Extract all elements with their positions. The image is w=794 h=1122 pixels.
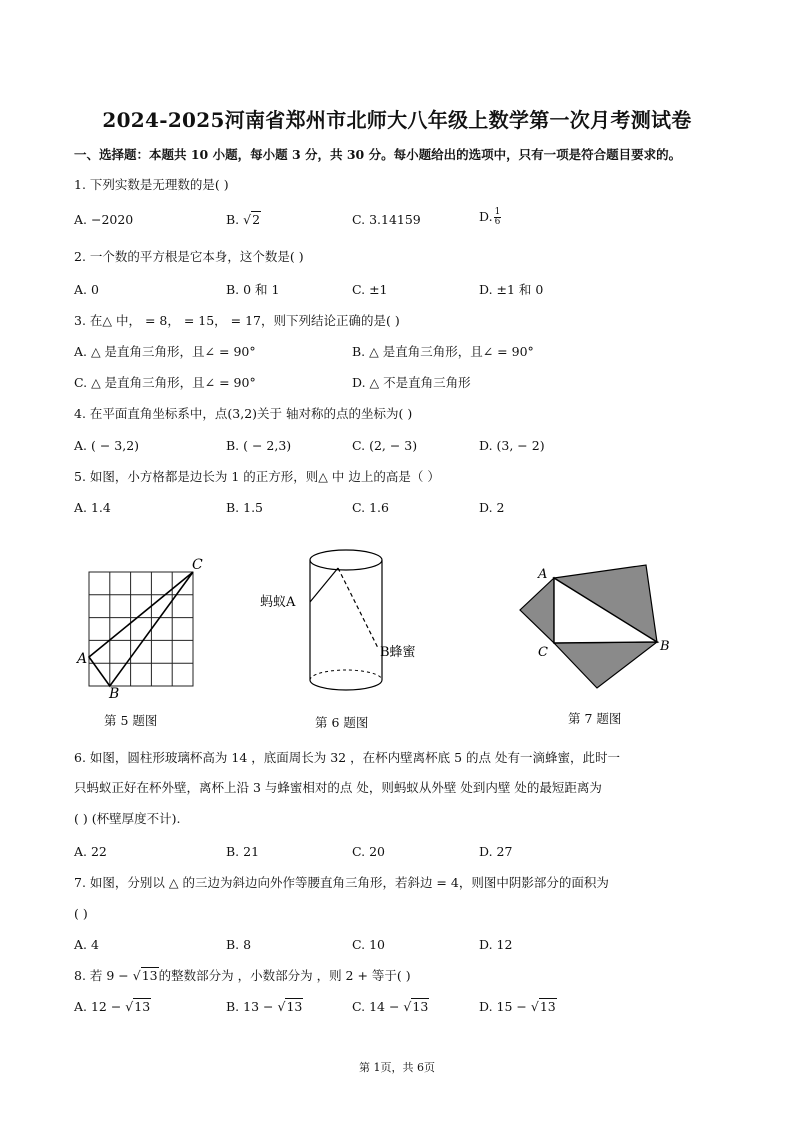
question-3-stem: 3. 在△ 中， = 8， = 15， = 17，则下列结论正确的是( ) (74, 313, 400, 328)
page-title: 2024-2025河南省郑州市北师大八年级上数学第一次月考测试卷 (102, 108, 692, 132)
vertex-label-c: C (192, 557, 203, 573)
q8-option-c: C. 14 − √13 (352, 999, 429, 1014)
page-footer: 第 1页，共 6页 (359, 1061, 435, 1074)
q7-option-a: A. 4 (74, 937, 99, 952)
ant-label: 蚂蚁A (260, 595, 296, 610)
shaded-triangle-ac (520, 578, 554, 643)
q7-option-d: D. 12 (479, 937, 513, 952)
q2-option-d: D. ±1 和 0 (479, 282, 544, 297)
honey-label: B蜂蜜 (380, 645, 416, 660)
q4-option-d: D. (3, − 2) (479, 438, 545, 453)
q6-option-c: C. 20 (352, 844, 385, 859)
grid-lines (89, 572, 193, 686)
q3-option-d: D. △ 不是直角三角形 (352, 375, 471, 390)
ant-path-inner (338, 568, 378, 648)
q8-option-a: A. 12 − √13 (74, 999, 151, 1014)
ant-path-outer (310, 568, 338, 602)
figure-5-grid-triangle (72, 555, 212, 700)
figure-6-caption: 第 6 题图 (315, 715, 369, 730)
q2-option-a: A. 0 (74, 282, 99, 297)
figure-7-shaded-triangles (510, 560, 680, 695)
q5-option-a: A. 1.4 (74, 500, 111, 515)
figure-5-caption: 第 5 题图 (104, 713, 158, 728)
q4-option-b: B. ( − 2,3) (226, 438, 292, 453)
q1-option-d: D. $\frac{1}{6}$ (479, 207, 501, 227)
q5-option-d: D. 2 (479, 500, 505, 515)
question-7-line1: 7. 如图，分别以 △ 的三边为斜边向外作等腰直角三角形，若斜边 = 4，则图中阴影部分的面积为 (74, 875, 609, 890)
q3-option-a: A. △ 是直角三角形，且∠ = 90° (74, 344, 256, 359)
vertex-label-b: B (109, 686, 120, 700)
q7-option-b: B. 8 (226, 937, 252, 952)
q5-option-b: B. 1.5 (226, 500, 264, 515)
q6-option-b: B. 21 (226, 844, 260, 859)
triangle-abc (89, 572, 193, 686)
figure-7-caption: 第 7 题图 (568, 711, 622, 726)
question-6-line1: 6. 如图，圆柱形玻璃杯高为 14 ，底面周长为 32 ，在杯内壁离杯底 5 的点 处有一滴蜂蜜，此时一 (74, 750, 620, 765)
q6-option-a: A. 22 (74, 844, 107, 859)
vertex-label-b: B (660, 639, 670, 654)
question-6-line3: ( ) (杯壁厚度不计). (74, 811, 181, 826)
question-2-stem: 2. 一个数的平方根是它本身，这个数是( ) (74, 249, 304, 264)
vertex-label-a: A (538, 567, 548, 582)
q7-option-c: C. 10 (352, 937, 385, 952)
q8-option-b: B. 13 − √13 (226, 999, 303, 1014)
q3-option-c: C. △ 是直角三角形，且∠ = 90° (74, 375, 256, 390)
q2-option-b: B. 0 和 1 (226, 282, 280, 297)
q1-option-c: C. 3.14159 (352, 212, 421, 227)
q4-option-c: C. (2, − 3) (352, 438, 418, 453)
question-7-line2: ( ) (74, 906, 88, 921)
question-4-stem: 4. 在平面直角坐标系中，点(3,2)关于 轴对称的点的坐标为( ) (74, 406, 413, 421)
shaded-triangle-bc (554, 642, 657, 688)
figure-6-cylinder (256, 540, 426, 700)
question-6-line2: 只蚂蚁正好在杯外壁，离杯上沿 3 与蜂蜜相对的点 处，则蚂蚁从外壁 处到内壁 处的最短距离为 (74, 780, 602, 795)
q6-option-d: D. 27 (479, 844, 513, 859)
vertex-label-c: C (538, 645, 548, 660)
q1-option-b: B. √2 (226, 212, 261, 227)
fraction: $\frac{1}{6}$ (494, 207, 501, 227)
q4-option-a: A. ( − 3,2) (74, 438, 140, 453)
vertex-label-a: A (77, 651, 88, 667)
q3-option-b: B. △ 是直角三角形，且∠ = 90° (352, 344, 534, 359)
section-heading: 一、选择题：本题共 10 小题，每小题 3 分，共 30 分。每小题给出的选项中，只有一项是符合题目要求的。 (74, 147, 682, 162)
q2-option-c: C. ±1 (352, 282, 388, 297)
q5-option-c: C. 1.6 (352, 500, 389, 515)
question-1-stem: 1. 下列实数是无理数的是( ) (74, 177, 229, 192)
q8-option-d: D. 15 − √13 (479, 999, 556, 1014)
question-8-stem: 8. 若 9 − √13的整数部分为 ，小数部分为 ，则 2 + 等于( ) (74, 968, 411, 983)
question-5-stem: 5. 如图，小方格都是边长为 1 的正方形，则△ 中 边上的高是（ ） (74, 469, 440, 484)
q1-option-a: A. −2020 (74, 212, 134, 227)
